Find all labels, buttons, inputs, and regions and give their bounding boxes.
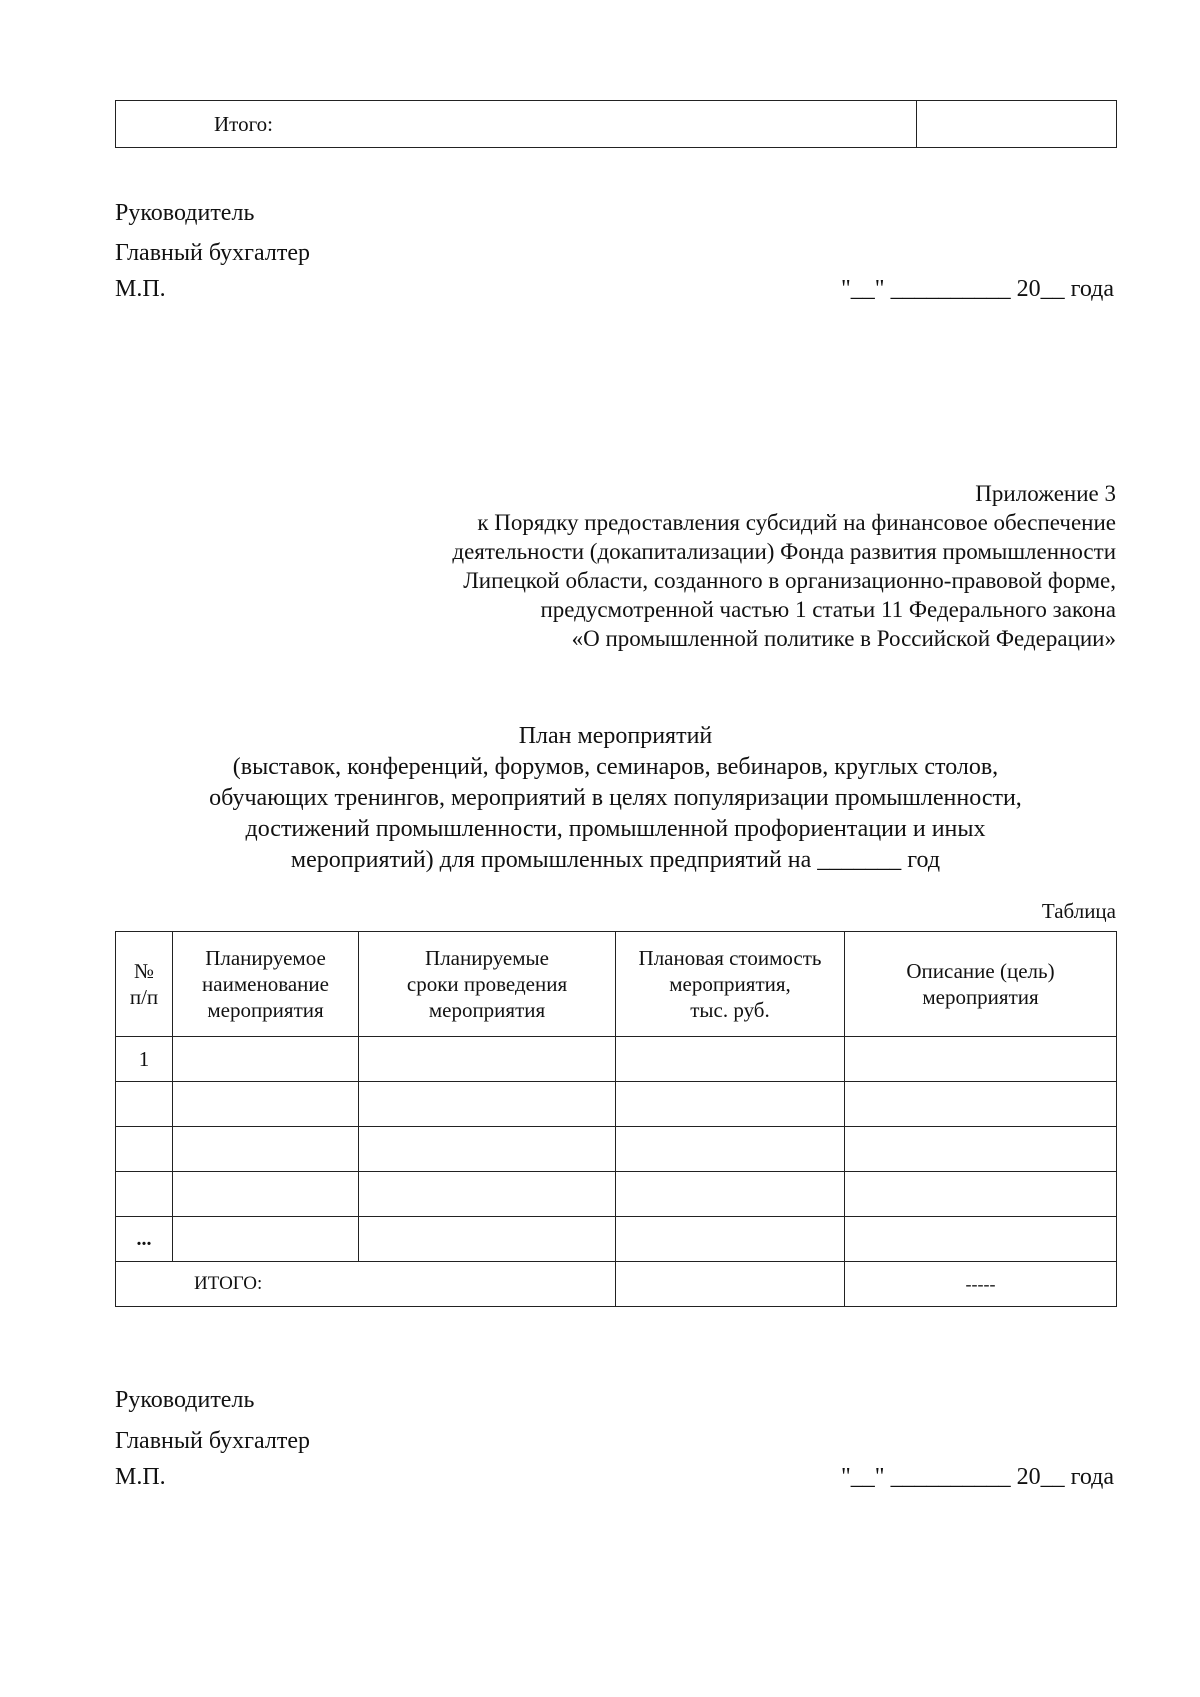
total-summary-row	[116, 101, 1117, 148]
header-event-name: Планируемое наименование мероприятия	[173, 932, 359, 1037]
cell-event-cost	[616, 1127, 845, 1172]
cell-event-dates	[359, 1037, 616, 1082]
cell-event-description	[845, 1082, 1117, 1127]
cell-event-dates	[359, 1127, 616, 1172]
total-label: ИТОГО:	[116, 1262, 616, 1307]
cell-event-name	[173, 1172, 359, 1217]
plan-title-line: обучающих тренингов, мероприятий в целях популяризации промышленности,	[209, 785, 1022, 811]
table-row	[116, 1172, 1117, 1217]
cell-event-cost	[616, 1217, 845, 1262]
total-summary-value	[917, 101, 1117, 148]
total-summary-table	[115, 100, 1117, 148]
appendix-line: предусмотренной частью 1 статьи 11 Федерального закона	[540, 597, 1116, 622]
appendix-line: Липецкой области, созданного в организационно-правовой форме,	[463, 568, 1116, 593]
total-description: -----	[845, 1262, 1117, 1307]
cell-event-description	[845, 1172, 1117, 1217]
appendix-line: к Порядку предоставления субсидий на финансовое обеспечение	[477, 510, 1116, 535]
table-header-row	[116, 932, 1117, 1037]
plan-title-line: достижений промышленности, промышленной профориентации и иных	[245, 816, 986, 842]
table-row	[116, 1082, 1117, 1127]
cell-event-description	[845, 1217, 1117, 1262]
cell-event-dates	[359, 1082, 616, 1127]
cell-event-dates	[359, 1172, 616, 1217]
plan-title-line: мероприятий) для промышленных предприятий на _______ год	[290, 847, 941, 873]
header-event-description: Описание (цель) мероприятия	[845, 932, 1117, 1037]
table-total-row	[116, 1262, 1117, 1307]
signature-accountant-bottom: Главный бухгалтер	[115, 1428, 310, 1454]
events-plan-table	[115, 931, 1117, 1307]
plan-title-line: (выставок, конференций, форумов, семинаров, вебинаров, круглых столов,	[232, 754, 999, 780]
signature-head-bottom: Руководитель	[115, 1387, 255, 1413]
cell-event-name	[173, 1217, 359, 1262]
appendix-line: Приложение 3	[975, 481, 1116, 506]
cell-event-name	[173, 1082, 359, 1127]
signature-date-top: "__" __________ 20__ года	[840, 276, 1114, 302]
appendix-line: «О промышленной политике в Российской Федерации»	[571, 626, 1116, 651]
cell-number	[116, 1082, 173, 1127]
cell-number	[116, 1172, 173, 1217]
cell-number	[116, 1127, 173, 1172]
header-number: № п/п	[116, 932, 173, 1037]
appendix-header	[356, 479, 1116, 653]
table-row	[116, 1127, 1117, 1172]
table-row	[116, 1037, 1117, 1082]
header-event-dates: Планируемые сроки проведения мероприятия	[359, 932, 616, 1037]
signature-head-top: Руководитель	[115, 200, 255, 226]
table-caption: Таблица	[1041, 899, 1116, 923]
cell-event-dates	[359, 1217, 616, 1262]
plan-title	[115, 721, 1116, 876]
cell-event-cost	[616, 1082, 845, 1127]
cell-event-name	[173, 1127, 359, 1172]
cell-number: 1	[116, 1037, 173, 1082]
total-summary-label: Итого:	[116, 101, 917, 148]
cell-number: ...	[116, 1217, 173, 1262]
header-event-cost: Плановая стоимость мероприятия, тыс. руб.	[616, 932, 845, 1037]
table-row	[116, 1217, 1117, 1262]
cell-event-cost	[616, 1172, 845, 1217]
signature-accountant-top: Главный бухгалтер	[115, 240, 310, 266]
cell-event-cost	[616, 1037, 845, 1082]
total-cost	[616, 1262, 845, 1307]
appendix-line: деятельности (докапитализации) Фонда развития промышленности	[452, 539, 1116, 564]
cell-event-description	[845, 1127, 1117, 1172]
signature-seal-bottom: М.П.	[115, 1464, 166, 1490]
cell-event-name	[173, 1037, 359, 1082]
cell-event-description	[845, 1037, 1117, 1082]
signature-date-bottom: "__" __________ 20__ года	[840, 1464, 1114, 1490]
plan-title-line: План мероприятий	[518, 723, 713, 749]
signature-seal-top: М.П.	[115, 276, 166, 302]
